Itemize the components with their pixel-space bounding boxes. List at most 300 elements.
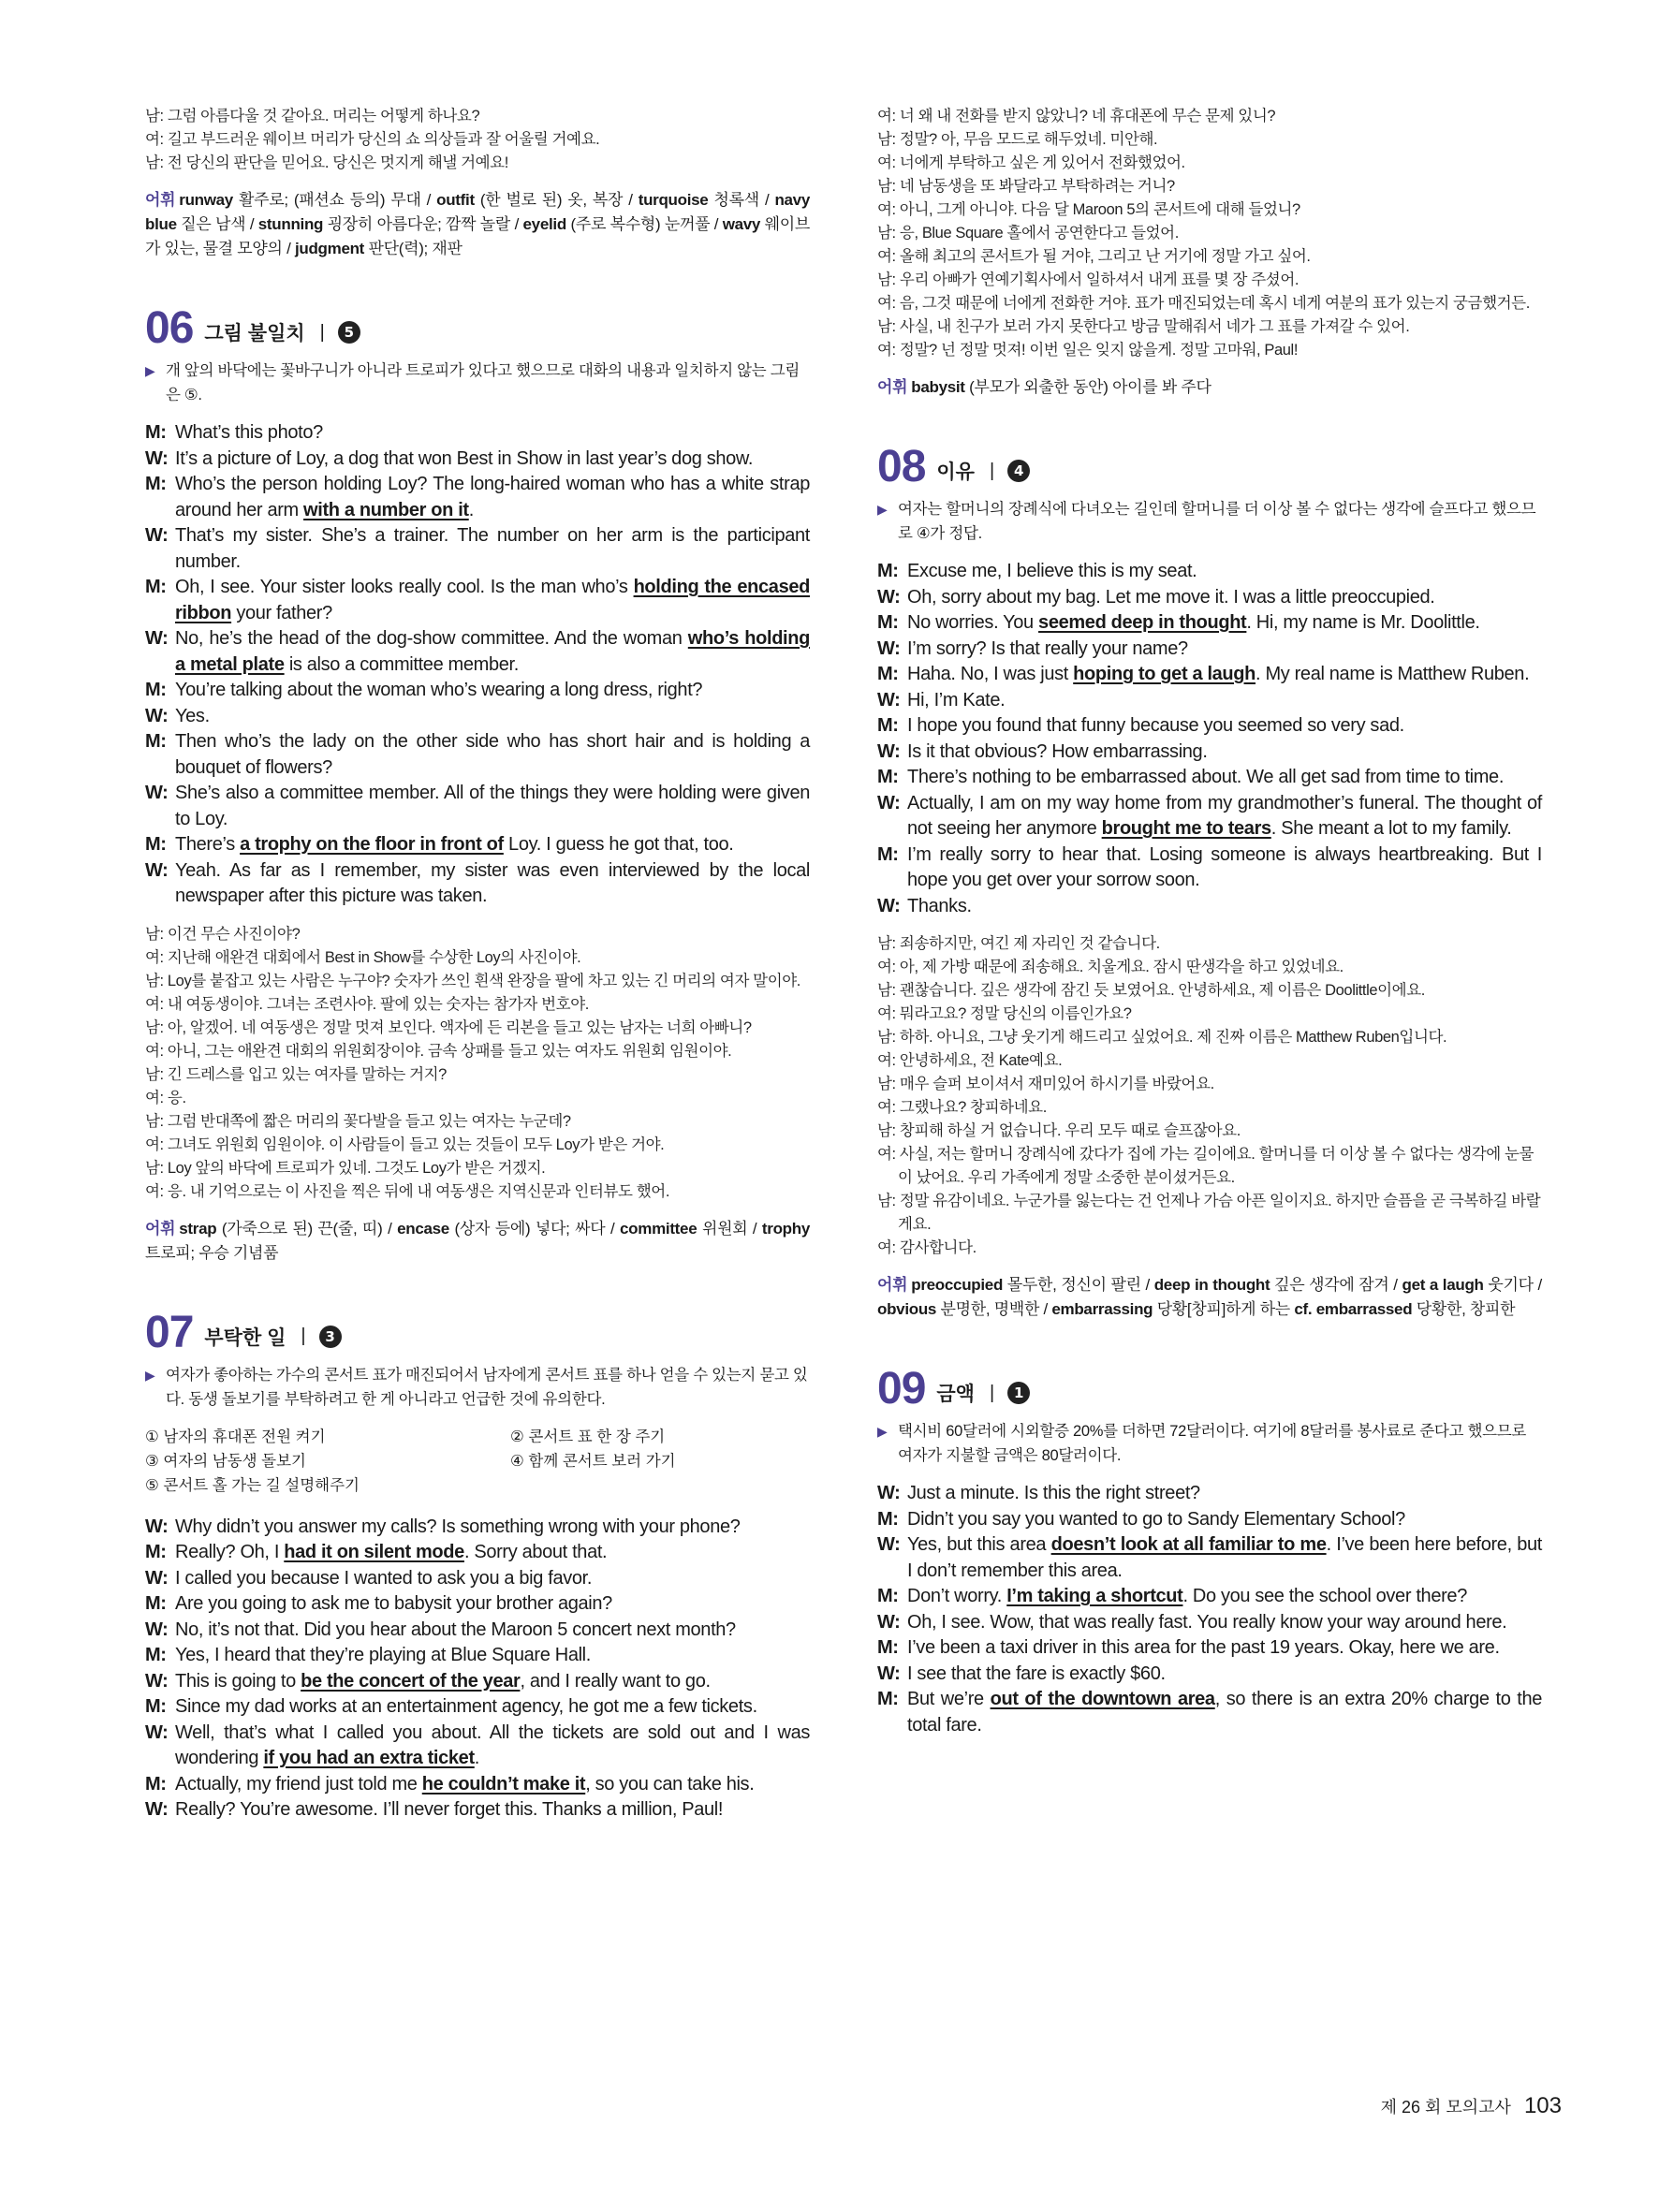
text-segment: No, it’s not that. Did you hear about the Maroon 5 concert next month? bbox=[175, 1619, 736, 1640]
translation-line: 남: 정말? 아, 무음 모드로 해두었네. 미안해. bbox=[877, 131, 1158, 148]
speaker-label: M: bbox=[877, 767, 899, 787]
translation-line: 남: 긴 드레스를 입고 있는 여자를 말하는 거지? bbox=[145, 1065, 447, 1083]
text-segment: But we’re bbox=[907, 1689, 991, 1709]
text-segment: . She meant a lot to my family. bbox=[1270, 818, 1512, 839]
text-segment: Really? Oh, I bbox=[175, 1542, 285, 1562]
answer-badge: 4 bbox=[1007, 460, 1030, 482]
dialogue-text bbox=[907, 1584, 1542, 1610]
explanation-text: 여자가 좋아하는 가수의 콘서트 표가 매진되어서 남자에게 콘서트 표를 하나 얻을 수 있는지 묻고 있다. 동생 돌보기를 부탁하려고 한 게 아니라고 언급한 것에 유의한다. bbox=[166, 1366, 808, 1408]
speaker-label: W: bbox=[877, 637, 901, 659]
text-segment: Is it that obvious? How embarrassing. bbox=[907, 740, 1208, 762]
dialogue-text bbox=[907, 1687, 1542, 1738]
text-segment: . Do you see the school over there? bbox=[1182, 1586, 1467, 1606]
dialogue-line bbox=[877, 765, 1542, 791]
korean-translation-block bbox=[877, 932, 1542, 1260]
dialogue-line bbox=[877, 894, 1542, 920]
speaker-label: M: bbox=[877, 1586, 899, 1606]
dialogue-line bbox=[145, 858, 810, 910]
translation-line: 여: 올해 최고의 콘서트가 될 거야, 그리고 난 거기에 정말 가고 싶어. bbox=[877, 248, 1311, 265]
text-segment: No, he’s the head of the dog-show committee. And the woman bbox=[175, 628, 688, 649]
key-expression: be the concert of the year bbox=[301, 1670, 521, 1692]
key-expression: a trophy on the floor in front of bbox=[240, 834, 504, 855]
dialogue-text bbox=[907, 559, 1542, 585]
question-number: 08 bbox=[877, 442, 926, 491]
vocabulary-note bbox=[877, 1273, 1542, 1322]
speaker-label: W: bbox=[145, 628, 169, 649]
speaker-label: M: bbox=[877, 843, 899, 865]
dialogue bbox=[877, 559, 1542, 919]
vocab-label: 어휘 bbox=[145, 191, 176, 209]
translation-line: 여: 응. bbox=[145, 1089, 186, 1106]
speaker-label: W: bbox=[145, 859, 169, 881]
dialogue bbox=[145, 420, 810, 910]
speaker-label: W: bbox=[877, 689, 901, 710]
vocab-meaning: 위원회 / bbox=[697, 1219, 762, 1238]
translation-line: 여: 그랬나요? 창피하네요. bbox=[877, 1099, 1047, 1116]
dialogue-text bbox=[907, 1481, 1542, 1507]
answer-badge: 1 bbox=[1007, 1382, 1030, 1404]
vocab-meaning: 판단(력); 재판 bbox=[364, 240, 463, 257]
dialogue-line bbox=[145, 1540, 810, 1566]
text-segment: Then who’s the lady on the other side who has short hair and is holding a bouquet of flowers? bbox=[175, 731, 810, 778]
text-segment: Yeah. As far as I remember, my sister was even interviewed by the local newspaper after this picture was taken. bbox=[175, 859, 810, 906]
speaker-label: M: bbox=[145, 474, 167, 494]
speaker-label: W: bbox=[877, 1483, 901, 1503]
speaker-label: W: bbox=[877, 792, 901, 813]
dialogue-line bbox=[145, 729, 810, 781]
vocabulary-note bbox=[145, 1217, 810, 1266]
dialogue-line bbox=[877, 1687, 1542, 1738]
dialogue-text bbox=[175, 858, 810, 910]
translation-line: 남: 아, 알겠어. 네 여동생은 정말 멋져 보인다. 액자에 든 리본을 들고 있는 남자는 너희 아빠니? bbox=[145, 1018, 752, 1036]
key-expression: brought me to tears bbox=[1101, 818, 1271, 839]
answer-choice: ① 남자의 휴대폰 전원 켜기 bbox=[145, 1428, 326, 1445]
vocab-meaning: (부모가 외출한 동안) 아이를 봐 주다 bbox=[964, 378, 1211, 396]
translation-line: 남: Loy 앞의 바닥에 트로피가 있네. 그것도 Loy가 받은 거겠지. bbox=[145, 1159, 546, 1177]
dialogue-text bbox=[175, 1772, 810, 1798]
explanation bbox=[145, 359, 810, 407]
dialogue-line bbox=[877, 842, 1542, 894]
text-segment: It’s a picture of Loy, a dog that won Best in Show in last year’s dog show. bbox=[175, 447, 754, 469]
dialogue-text bbox=[175, 678, 810, 704]
vocab-word: outfit bbox=[436, 191, 475, 209]
dialogue-line bbox=[877, 1532, 1542, 1584]
separator: | bbox=[989, 460, 995, 481]
text-segment: I hope you found that funny because you seemed so very sad. bbox=[907, 715, 1404, 736]
question-08 bbox=[877, 442, 1542, 1322]
dialogue-line bbox=[877, 1635, 1542, 1662]
triangle-icon: ▶ bbox=[145, 363, 155, 378]
test-label: 제 26 회 모의고사 bbox=[1380, 2098, 1511, 2117]
text-segment: Didn’t you say you wanted to go to Sandy Elementary School? bbox=[907, 1508, 1405, 1530]
key-expression: if you had an extra ticket bbox=[263, 1748, 475, 1768]
speaker-label: W: bbox=[145, 705, 169, 726]
korean-translation-block bbox=[877, 105, 1542, 362]
vocabulary-note bbox=[877, 375, 1542, 400]
speaker-label: M: bbox=[145, 1696, 167, 1717]
triangle-icon: ▶ bbox=[877, 502, 888, 517]
speaker-label: M: bbox=[145, 1542, 167, 1562]
dialogue-line bbox=[145, 1772, 810, 1798]
vocab-word: cf. bbox=[1294, 1300, 1313, 1318]
text-segment: , so you can take his. bbox=[585, 1773, 755, 1795]
text-segment: I’m really sorry to hear that. Losing someone is always heartbreaking. But I hope you get over your sorrow soon. bbox=[907, 843, 1542, 890]
speaker-label: W: bbox=[877, 1663, 901, 1684]
speaker-label: M: bbox=[145, 680, 167, 700]
dialogue-text bbox=[175, 1591, 810, 1618]
dialogue-text bbox=[907, 1507, 1542, 1533]
translation-line: 남: 사실, 내 친구가 보러 가지 못한다고 방금 말해줘서 네가 그 표를 가져갈 수 있어. bbox=[877, 318, 1410, 335]
dialogue-text bbox=[175, 1694, 810, 1721]
translation-line: 여: 정말? 넌 정말 멋져! 이번 일은 잊지 않을게. 정말 고마워, Paul! bbox=[877, 342, 1299, 359]
vocab-word: wavy bbox=[722, 215, 761, 233]
translation-line: 남: Loy를 붙잡고 있는 사람은 누구야? 숫자가 쓰인 흰색 완장을 팔에 차고 있는 긴 머리의 여자 말이야. bbox=[145, 972, 800, 989]
vocab-meaning: 활주로; (패션쇼 등의) 무대 / bbox=[232, 191, 437, 209]
text-segment: No worries. You bbox=[907, 612, 1039, 633]
answer-choice: ⑤ 콘서트 홀 가는 길 설명해주기 bbox=[145, 1476, 360, 1494]
text-segment: . bbox=[468, 499, 474, 520]
translation-line: 남: 매우 슬퍼 보이셔서 재미있어 하시기를 바랐어요. bbox=[877, 1076, 1214, 1092]
speaker-label: W: bbox=[877, 1534, 901, 1555]
text-segment: Actually, my friend just told me bbox=[175, 1773, 422, 1795]
dialogue-line bbox=[145, 1721, 810, 1772]
text-segment: I called you because I wanted to ask you a big favor. bbox=[175, 1567, 593, 1589]
translation-line: 남: 그럼 아름다울 것 같아요. 머리는 어떻게 하나요? bbox=[145, 108, 480, 125]
question-header bbox=[145, 1307, 810, 1357]
speaker-label: W: bbox=[145, 1567, 169, 1589]
question-number: 07 bbox=[145, 1307, 194, 1357]
answer-badge: 5 bbox=[338, 321, 360, 344]
translation-line: 여: 안녕하세요, 전 Kate예요. bbox=[877, 1052, 1063, 1069]
dialogue-line bbox=[145, 832, 810, 858]
text-segment: Well, that’s what I called you about. All the tickets are sold out and I was wondering bbox=[175, 1721, 810, 1768]
vocab-meaning: 굉장히 아름다운; 깜짝 놀랄 / bbox=[323, 215, 523, 233]
dialogue-line bbox=[877, 713, 1542, 740]
dialogue-text bbox=[175, 1515, 810, 1541]
vocab-word: turquoise bbox=[638, 191, 709, 209]
speaker-label: W: bbox=[145, 525, 169, 546]
translation-line: 여: 너에게 부탁하고 싶은 게 있어서 전화했었어. bbox=[877, 154, 1185, 171]
translation-line: 여: 사실, 저는 할머니 장례식에 갔다가 집에 가는 길이에요. 할머니를 더 이상 볼 수 없다는 생각에 눈물이 났어요. 우리 가족에게 정말 소중한 분이셨거든요. bbox=[877, 1146, 1534, 1186]
translation-line: 여: 내 여동생이야. 그녀는 조련사야. 팔에 있는 숫자는 참가자 번호야. bbox=[145, 995, 589, 1013]
speaker-label: W: bbox=[877, 1611, 901, 1633]
speaker-label: M: bbox=[877, 1689, 899, 1709]
answer-choice: ③ 여자의 남동생 돌보기 bbox=[145, 1452, 306, 1470]
translation-line: 여: 아니, 그는 애완견 대회의 위원회장이야. 금속 상패를 들고 있는 여자도 위원회 임원이야. bbox=[145, 1042, 732, 1060]
dialogue-line bbox=[877, 1584, 1542, 1610]
dialogue-line bbox=[877, 1507, 1542, 1533]
text-segment: Excuse me, I believe this is my seat. bbox=[907, 561, 1197, 581]
speaker-label: W: bbox=[877, 895, 901, 916]
vocab-label: 어휘 bbox=[145, 1219, 176, 1238]
vocab-meaning: 웨이브가 있는, 물결 모양의 / bbox=[145, 215, 810, 257]
speaker-label: M: bbox=[145, 834, 167, 855]
translation-line: 남: 죄송하지만, 여긴 제 자리인 것 같습니다. bbox=[877, 935, 1160, 952]
key-expression: who’s holding a metal plate bbox=[175, 628, 811, 675]
key-expression: with a number on it bbox=[303, 499, 469, 520]
text-segment: . I’ve been here before, but I don’t remember this area. bbox=[907, 1534, 1542, 1581]
dialogue-text bbox=[907, 585, 1542, 611]
dialogue-text bbox=[907, 740, 1542, 766]
dialogue-line bbox=[145, 575, 810, 626]
dialogue-text bbox=[175, 472, 810, 523]
dialogue-text bbox=[907, 662, 1542, 688]
text-segment: That’s my sister. She’s a trainer. The number on her arm is the participant number. bbox=[175, 525, 810, 572]
translation-line: 남: 하하. 아니요, 그냥 웃기게 해드리고 싶었어요. 제 진짜 이름은 Matthew Ruben입니다. bbox=[877, 1029, 1447, 1046]
text-segment: There’s bbox=[175, 834, 241, 855]
text-segment: Since my dad works at an entertainment agency, he got me a few tickets. bbox=[175, 1696, 757, 1717]
speaker-label: W: bbox=[877, 586, 901, 608]
dialogue-line bbox=[145, 1566, 810, 1592]
vocab-word: runway bbox=[179, 191, 233, 209]
vocab-word: get a laugh bbox=[1402, 1276, 1484, 1294]
question-header bbox=[877, 442, 1542, 491]
vocab-meaning: 짙은 남색 / bbox=[176, 215, 258, 233]
translation-line: 여: 그녀도 위원회 임원이야. 이 사람들이 들고 있는 것들이 모두 Loy가 받은 거야. bbox=[145, 1135, 665, 1153]
dialogue-line bbox=[877, 637, 1542, 663]
key-expression: out of the downtown area bbox=[990, 1689, 1215, 1709]
text-segment: Yes. bbox=[175, 705, 210, 726]
dialogue-text bbox=[175, 1643, 810, 1669]
vocab-meaning: 몰두한, 정신이 팔린 / bbox=[1003, 1276, 1154, 1294]
dialogue-text bbox=[907, 1662, 1542, 1688]
right-column bbox=[877, 105, 1542, 1751]
text-segment: Why didn’t you answer my calls? Is something wrong with your phone? bbox=[175, 1516, 741, 1537]
text-segment: I see that the fare is exactly $60. bbox=[907, 1663, 1166, 1684]
key-expression: holding the encased ribbon bbox=[175, 577, 810, 623]
translation-line: 여: 아, 제 가방 때문에 죄송해요. 치울게요. 잠시 딴생각을 하고 있었네요. bbox=[877, 959, 1344, 975]
speaker-label: W: bbox=[877, 740, 901, 762]
text-segment: This is going to bbox=[175, 1670, 301, 1692]
dialogue-text bbox=[907, 1635, 1542, 1662]
text-segment: Are you going to ask me to babysit your brother again? bbox=[175, 1593, 612, 1614]
translation-line: 남: 정말 유감이네요. 누군가를 잃는다는 건 언제나 가슴 아픈 일이지요. 하지만 슬픔을 곧 극복하길 바랄게요. bbox=[877, 1193, 1541, 1233]
dialogue-text bbox=[907, 1532, 1542, 1584]
translation-line: 남: 괜찮습니다. 깊은 생각에 잠긴 듯 보였어요. 안녕하세요, 제 이름은 Doolittle이에요. bbox=[877, 982, 1425, 999]
text-segment: Loy. I guess he got that, too. bbox=[503, 834, 734, 855]
speaker-label: M: bbox=[877, 715, 899, 736]
page-footer bbox=[1300, 2093, 1562, 2119]
dialogue-line bbox=[145, 626, 810, 678]
dialogue-line bbox=[877, 1481, 1542, 1507]
speaker-label: W: bbox=[145, 1670, 169, 1692]
speaker-label: M: bbox=[877, 1508, 899, 1530]
translation-line: 남: 우리 아빠가 연예기획사에서 일하셔서 내게 표를 몇 장 주셨어. bbox=[877, 271, 1300, 288]
speaker-label: W: bbox=[145, 1799, 169, 1820]
vocab-word: stunning bbox=[257, 215, 324, 233]
text-segment: , so there is an extra 20% charge to the total fare. bbox=[907, 1689, 1543, 1736]
dialogue-line bbox=[145, 678, 810, 704]
dialogue-line bbox=[877, 585, 1542, 611]
vocab-word: deep in thought bbox=[1153, 1276, 1270, 1294]
vocab-label: 어휘 bbox=[877, 378, 908, 396]
translation-line: 여: 응. 내 기억으로는 이 사진을 찍은 뒤에 내 여동생은 지역신문과 인터뷰도 했어. bbox=[145, 1182, 670, 1200]
vocab-word: babysit bbox=[911, 378, 965, 396]
dialogue-text bbox=[175, 1566, 810, 1592]
dialogue-text bbox=[907, 1610, 1542, 1636]
question-09 bbox=[877, 1364, 1543, 1738]
speaker-label: M: bbox=[877, 1637, 899, 1658]
text-segment: is also a committee member. bbox=[284, 653, 519, 675]
dialogue-line bbox=[877, 662, 1542, 688]
speaker-label: W: bbox=[145, 783, 169, 803]
text-segment: Oh, I see. Wow, that was really fast. You really know your way around here. bbox=[907, 1611, 1507, 1633]
dialogue-line bbox=[145, 420, 810, 447]
dialogue-text bbox=[175, 1797, 810, 1824]
vocab-word: embarrassing bbox=[1051, 1300, 1153, 1318]
speaker-label: M: bbox=[877, 664, 899, 684]
key-expression: had it on silent mode bbox=[284, 1542, 464, 1562]
explanation bbox=[877, 1419, 1542, 1468]
dialogue-line bbox=[877, 740, 1542, 766]
vocab-word: trophy bbox=[761, 1219, 810, 1238]
text-segment: . Hi, my name is Mr. Doolittle. bbox=[1246, 612, 1480, 633]
question-type: 금액 bbox=[936, 1384, 975, 1405]
dialogue-text bbox=[907, 842, 1542, 894]
dialogue-text bbox=[175, 523, 810, 575]
vocab-meaning: 당황[창피]하게 하는 bbox=[1153, 1300, 1295, 1318]
dialogue-line bbox=[145, 1694, 810, 1721]
text-segment: I’m sorry? Is that really your name? bbox=[907, 637, 1188, 659]
question-06 bbox=[145, 303, 811, 1266]
text-segment: Yes, I heard that they’re playing at Blue Square Hall. bbox=[175, 1645, 591, 1665]
vocab-meaning: (주로 복수형) 눈꺼풀 / bbox=[565, 215, 723, 233]
text-segment: . Sorry about that. bbox=[463, 1542, 608, 1562]
dialogue-line bbox=[145, 1797, 810, 1824]
translation-line: 남: 응, Blue Square 홀에서 공연한다고 들었어. bbox=[877, 225, 1179, 242]
speaker-label: W: bbox=[145, 447, 169, 469]
text-segment: Oh, I see. Your sister looks really cool. Is the man who’s bbox=[175, 577, 634, 597]
question-type: 부탁한 일 bbox=[204, 1326, 286, 1349]
translation-line: 남: 이건 무슨 사진이야? bbox=[145, 925, 301, 943]
speaker-label: M: bbox=[145, 422, 167, 443]
separator: | bbox=[301, 1326, 306, 1346]
dialogue bbox=[145, 1515, 810, 1824]
dialogue-text bbox=[175, 447, 810, 473]
translation-line: 남: 네 남동생을 또 봐달라고 부탁하려는 거니? bbox=[877, 178, 1175, 195]
dialogue-line bbox=[145, 1591, 810, 1618]
translation-line: 여: 너 왜 내 전화를 받지 않았니? 네 휴대폰에 무슨 문제 있니? bbox=[877, 108, 1276, 125]
vocab-word: eyelid bbox=[522, 215, 566, 233]
text-segment: There’s nothing to be embarrassed about. We all get sad from time to time. bbox=[907, 767, 1505, 787]
text-segment: I’ve been a taxi driver in this area for the past 19 years. Okay, here we are. bbox=[907, 1637, 1500, 1658]
text-segment: . bbox=[474, 1748, 479, 1768]
speaker-label: M: bbox=[877, 561, 899, 581]
translation-line: 여: 아니, 그게 아니야. 다음 달 Maroon 5의 콘서트에 대해 들었니? bbox=[877, 201, 1300, 218]
vocab-word: encase bbox=[397, 1219, 449, 1238]
dialogue-text bbox=[907, 610, 1542, 637]
korean-translation-block bbox=[145, 105, 810, 175]
vocab-meaning: 트로피; 우승 기념품 bbox=[145, 1243, 279, 1262]
translation-line: 여: 음, 그것 때문에 너에게 전화한 거야. 표가 매진되었는데 혹시 네게 여분의 표가 있는지 궁금했거든. bbox=[877, 295, 1530, 312]
key-expression: he couldn’t make it bbox=[421, 1773, 586, 1795]
speaker-label: M: bbox=[145, 1593, 167, 1614]
explanation-text: 여자는 할머니의 장례식에 다녀오는 길인데 할머니를 더 이상 볼 수 없다는 생각에 슬프다고 했으므로 ④가 정답. bbox=[898, 501, 1536, 542]
text-segment: She’s also a committee member. All of the things they were holding were given to Loy. bbox=[175, 783, 810, 829]
dialogue-text bbox=[907, 637, 1542, 663]
dialogue-text bbox=[907, 765, 1542, 791]
key-expression: seemed deep in thought bbox=[1038, 612, 1247, 633]
korean-translation-block bbox=[145, 923, 810, 1204]
vocab-meaning: (한 벌로 된) 옷, 복장 / bbox=[474, 191, 639, 209]
vocabulary-note bbox=[145, 188, 810, 261]
dialogue-line bbox=[145, 1618, 810, 1644]
dialogue-text bbox=[175, 729, 810, 781]
text-segment: Really? You’re awesome. I’ll never forget this. Thanks a million, Paul! bbox=[175, 1799, 724, 1820]
dialogue-text bbox=[175, 1618, 810, 1644]
dialogue-line bbox=[877, 1662, 1542, 1688]
key-expression: hoping to get a laugh bbox=[1073, 664, 1256, 684]
text-segment: Actually, I am on my way home from my grandmother’s funeral. The thought of not seeing her anymore bbox=[907, 792, 1542, 839]
text-segment: You’re talking about the woman who’s wearing a long dress, right? bbox=[175, 680, 703, 700]
translation-line: 여: 뭐라고요? 정말 당신의 이름인가요? bbox=[877, 1005, 1132, 1022]
answer-choices bbox=[145, 1425, 810, 1498]
text-segment: Hi, I’m Kate. bbox=[907, 689, 1006, 710]
dialogue-line bbox=[145, 472, 810, 523]
dialogue-text bbox=[175, 781, 810, 832]
speaker-label: M: bbox=[145, 577, 167, 597]
speaker-label: M: bbox=[145, 1773, 167, 1795]
text-segment: Oh, sorry about my bag. Let me move it. I was a little preoccupied. bbox=[907, 586, 1435, 608]
dialogue-text bbox=[175, 575, 810, 626]
dialogue-text bbox=[175, 832, 810, 858]
dialogue-text bbox=[175, 626, 810, 678]
dialogue-text bbox=[175, 704, 810, 730]
dialogue-text bbox=[175, 1669, 810, 1695]
question-header bbox=[145, 303, 810, 353]
key-expression: doesn’t look at all familiar to me bbox=[1050, 1534, 1327, 1555]
translation-line: 여: 지난해 애완견 대회에서 Best in Show를 수상한 Loy의 사진이야. bbox=[145, 948, 581, 966]
dialogue-line bbox=[877, 610, 1542, 637]
dialogue-line bbox=[145, 704, 810, 730]
text-segment: . My real name is Matthew Ruben. bbox=[1256, 664, 1530, 684]
dialogue-text bbox=[907, 791, 1542, 842]
dialogue-line bbox=[145, 1643, 810, 1669]
page-number: 103 bbox=[1523, 2093, 1562, 2118]
separator: | bbox=[319, 321, 325, 343]
question-header bbox=[877, 1364, 1542, 1414]
dialogue-text bbox=[175, 1540, 810, 1566]
translation-line: 남: 그럼 반대쪽에 짧은 머리의 꽃다발을 들고 있는 여자는 누군데? bbox=[145, 1112, 571, 1130]
vocab-meaning: 분명한, 명백한 / bbox=[936, 1300, 1052, 1318]
text-segment: Don’t worry. bbox=[907, 1586, 1007, 1606]
dialogue bbox=[877, 1481, 1542, 1738]
explanation-text: 개 앞의 바닥에는 꽃바구니가 아니라 트로피가 있다고 했으므로 대화의 내용과 일치하지 않는 그림은 ⑤. bbox=[166, 362, 800, 403]
translation-line: 여: 감사합니다. bbox=[877, 1239, 976, 1256]
question-type: 그림 불일치 bbox=[204, 323, 305, 344]
answer-choice: ② 콘서트 표 한 장 주기 bbox=[510, 1428, 666, 1445]
text-segment: What’s this photo? bbox=[175, 422, 323, 443]
dialogue-text bbox=[175, 420, 810, 447]
explanation-text: 택시비 60달러에 시외할증 20%를 더하면 72달러이다. 여기에 8달러를 봉사료로 준다고 했으므로 여자가 지불할 금액은 80달러이다. bbox=[898, 1423, 1526, 1464]
left-column bbox=[145, 105, 810, 1837]
vocab-meaning: 청록색 / bbox=[708, 191, 775, 209]
speaker-label: M: bbox=[145, 731, 167, 752]
dialogue-line bbox=[877, 688, 1542, 714]
text-segment: , and I really want to go. bbox=[520, 1670, 711, 1692]
text-segment: Thanks. bbox=[907, 895, 972, 916]
vocab-label: 어휘 bbox=[877, 1276, 908, 1294]
dialogue-line bbox=[877, 1610, 1542, 1636]
question-number: 09 bbox=[877, 1364, 926, 1414]
dialogue-text bbox=[907, 688, 1542, 714]
vocab-meaning: 웃기다 / bbox=[1483, 1276, 1542, 1294]
vocab-meaning: (가죽으로 된) 끈(줄, 띠) / bbox=[216, 1219, 398, 1238]
speaker-label: W: bbox=[145, 1516, 169, 1537]
separator: | bbox=[989, 1382, 995, 1403]
text-segment: Who’s the person holding Loy? The long-haired woman who has a white strap around her arm bbox=[175, 474, 810, 520]
triangle-icon: ▶ bbox=[877, 1424, 888, 1439]
